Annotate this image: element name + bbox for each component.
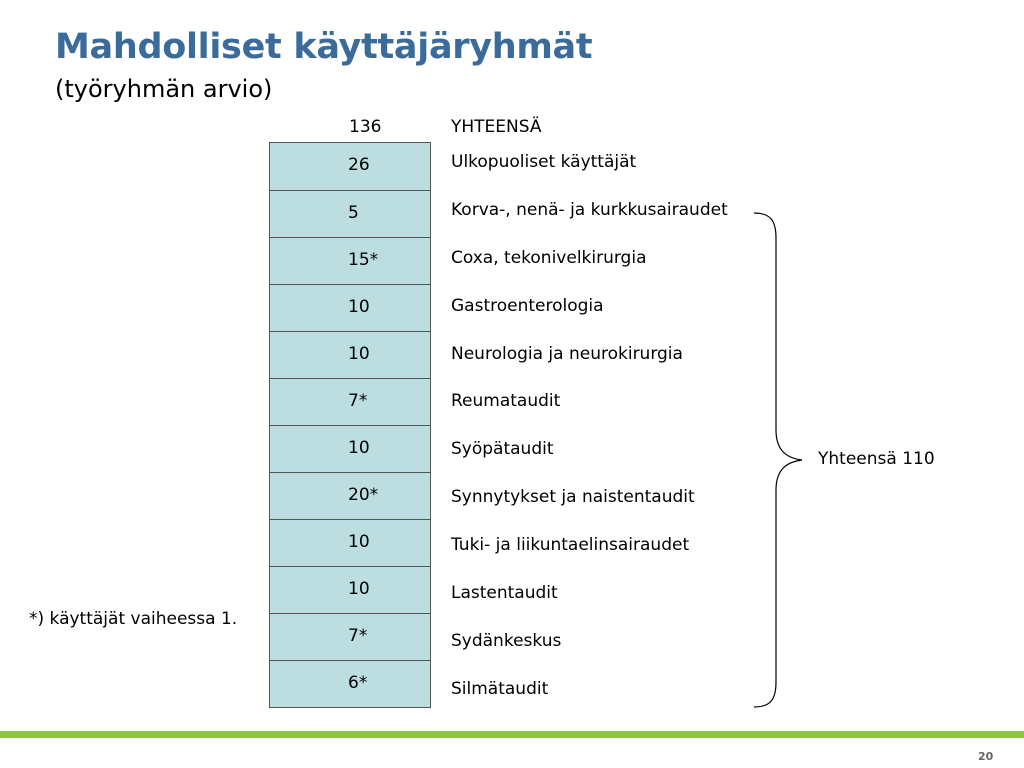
group-label: Synnytykset ja naistentaudit xyxy=(451,487,695,508)
stack-cell xyxy=(270,472,430,519)
cell-value: 7* xyxy=(348,391,368,411)
group-label: Tuki- ja liikuntaelinsairaudet xyxy=(451,535,690,556)
stack-cell xyxy=(270,237,430,284)
stack-cell xyxy=(270,331,430,378)
cell-value: 10 xyxy=(348,532,370,552)
cell-value: 15* xyxy=(348,250,379,270)
cell-value: 5 xyxy=(348,203,359,223)
group-label-list xyxy=(451,142,728,717)
total-value: 136 xyxy=(349,117,382,137)
cell-value: 10 xyxy=(348,579,370,599)
cell-value: 6* xyxy=(348,673,368,693)
group-label: Sydänkeskus xyxy=(451,630,562,651)
footnote: *) käyttäjät vaiheessa 1. xyxy=(29,609,238,629)
page-number: 20 xyxy=(978,750,994,763)
group-label: Coxa, tekonivelkirurgia xyxy=(451,247,647,268)
group-label: Neurologia ja neurokirurgia xyxy=(451,343,683,364)
cell-value: 7* xyxy=(348,626,368,646)
slide-subtitle: (työryhmän arvio) xyxy=(55,75,273,103)
cell-value: 20* xyxy=(348,485,379,505)
group-label: Silmätaudit xyxy=(451,678,549,699)
cell-value: 10 xyxy=(348,438,370,458)
stack-cell xyxy=(270,613,430,660)
right-curly-brace xyxy=(752,210,812,710)
stack-cell xyxy=(270,378,430,425)
slide-title: Mahdolliset käyttäjäryhmät xyxy=(55,27,593,67)
cell-value: 10 xyxy=(348,344,370,364)
group-label: Syöpätaudit xyxy=(451,439,554,460)
stack-cell xyxy=(270,519,430,566)
stack-cell xyxy=(270,425,430,472)
stack-cell xyxy=(270,284,430,331)
stack-cell xyxy=(270,566,430,613)
stack-cell xyxy=(270,190,430,237)
group-label: Ulkopuoliset käyttäjät xyxy=(451,152,637,172)
group-label: Lastentaudit xyxy=(451,583,558,604)
cell-value: 26 xyxy=(348,155,370,175)
stack-cell xyxy=(270,660,430,707)
user-group-stack xyxy=(269,142,431,708)
cell-value: 10 xyxy=(348,297,370,317)
total-label: YHTEENSÄ xyxy=(451,117,542,137)
brace-total-label: Yhteensä 110 xyxy=(818,449,935,469)
group-label: Korva-, nenä- ja kurkkusairaudet xyxy=(451,199,728,220)
stack-cell xyxy=(270,143,430,190)
group-label: Reumataudit xyxy=(451,391,561,412)
footer-bar xyxy=(0,731,1024,738)
group-label: Gastroenterologia xyxy=(451,295,604,316)
